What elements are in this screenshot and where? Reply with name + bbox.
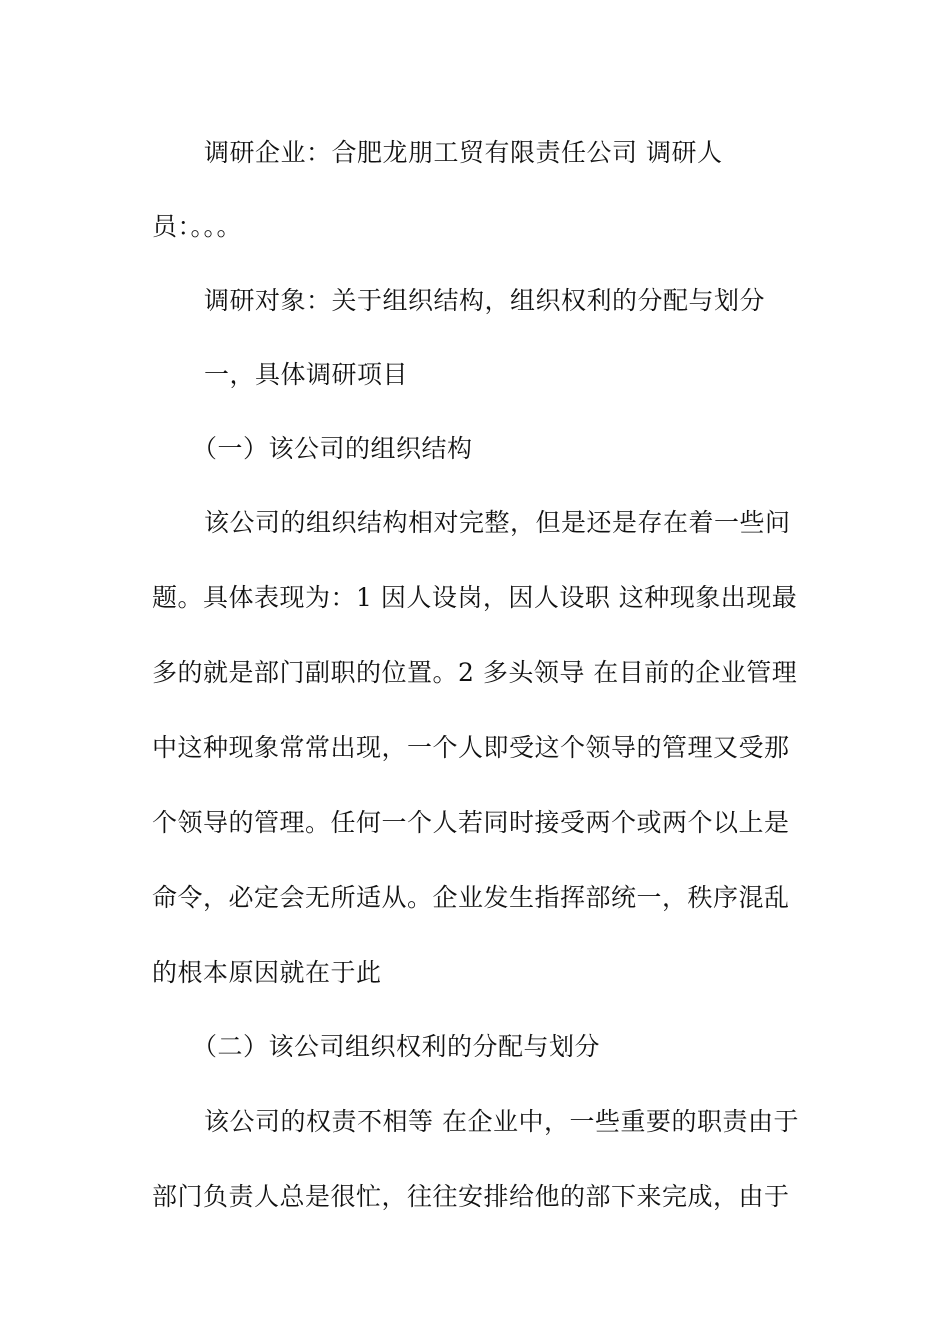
survey-subject-line: 调研对象：关于组织结构，组织权利的分配与划分 — [204, 286, 766, 315]
subsection-heading-2: （二）该公司组织权利的分配与划分 — [192, 1032, 601, 1061]
paragraph-1-line-4: 中这种现象常常出现，一个人即受这个领导的管理又受那 — [152, 733, 790, 762]
paragraph-2-line-1: 该公司的权责不相等 在企业中，一些重要的职责由于 — [204, 1107, 799, 1136]
paragraph-1-line-1: 该公司的组织结构相对完整，但是还是存在着一些问 — [204, 508, 791, 537]
paragraph-2-line-2: 部门负责人总是很忙，往往安排给他的部下来完成，由于 — [152, 1182, 790, 1211]
survey-company-line: 调研企业：合肥龙朋工贸有限责任公司 调研人 — [204, 138, 723, 167]
section-heading-1: 一，具体调研项目 — [204, 360, 409, 389]
paragraph-1-line-2: 题。具体表现为：1 因人设岗，因人设职 这种现象出现最 — [152, 583, 798, 612]
paragraph-1-line-7: 的根本原因就在于此 — [152, 958, 382, 987]
paragraph-1-line-5: 个领导的管理。任何一个人若同时接受两个或两个以上是 — [152, 808, 790, 837]
survey-staff-line: 员：。。。 — [152, 212, 243, 241]
paragraph-1-line-6: 命令，必定会无所适从。企业发生指挥部统一，秩序混乱 — [152, 883, 790, 912]
subsection-heading-1: （一）该公司的组织结构 — [192, 434, 473, 463]
paragraph-1-line-3: 多的就是部门副职的位置。2 多头领导 在目前的企业管理 — [152, 658, 798, 687]
